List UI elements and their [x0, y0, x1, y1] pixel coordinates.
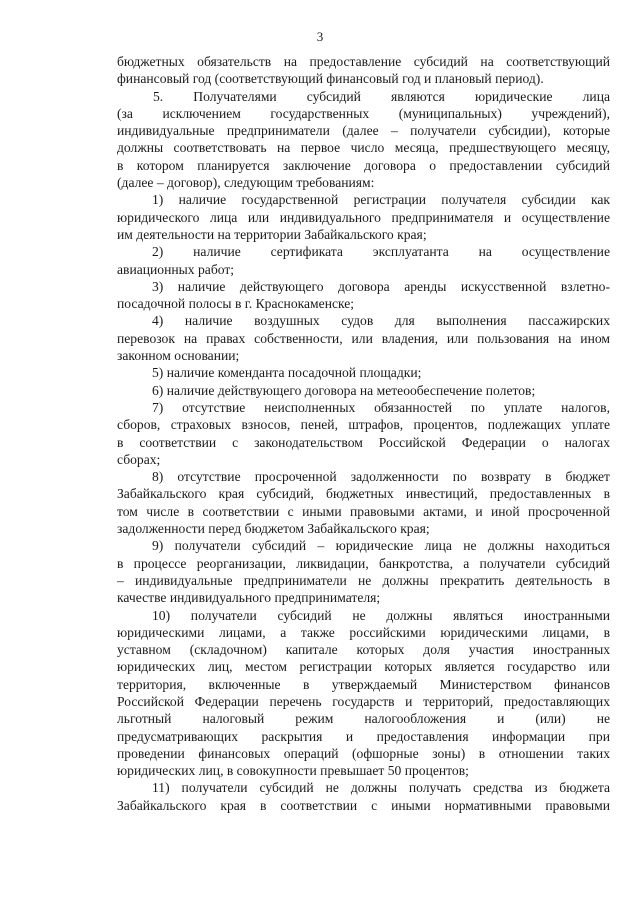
text-line: в котором планируется заключение договора о предоставлении субсидий	[117, 157, 610, 173]
text-line: – индивидуальные предприниматели не должны прекратить деятельность в	[117, 572, 610, 588]
text-line: льготный налоговый режим налогообложения и (или) не	[117, 711, 610, 727]
text-line: 5) наличие коменданта посадочной площадки;	[152, 365, 422, 381]
text-line: Забайкальского края субсидий, бюджетных инвестиций, предоставленных в	[117, 486, 610, 502]
text-line: в процессе реорганизации, ликвидации, банкротства, а получатели субсидий	[117, 555, 610, 571]
page-number: 3	[316, 29, 324, 44]
text-line: качестве индивидуального предпринимателя;	[117, 590, 381, 606]
text-line: уставном (складочном) капитале которых доля участия иностранных	[117, 642, 610, 658]
text-line: авиационных работ;	[117, 261, 235, 277]
text-line: задолженности перед бюджетом Забайкальского края;	[117, 521, 430, 537]
text-line: территория, включенные в утверждаемый Министерством финансов	[117, 676, 610, 692]
text-line: Забайкальского края в соответствии с иными нормативными правовыми	[117, 797, 610, 813]
text-line: Российской Федерации перечень государств и территорий, предоставляющих	[117, 693, 610, 709]
text-line: 11) получатели субсидий не должны получать средства из бюджета	[152, 780, 610, 796]
text-line: (далее – договор), следующим требованиям:	[117, 175, 375, 191]
text-line: (за исключением государственных (муниципальных) учреждений),	[117, 105, 610, 121]
text-line: том числе в соответствии с иными правовыми актами, и иной просроченной	[117, 503, 610, 519]
text-line: 10) получатели субсидий не должны являться иностранными	[152, 607, 610, 623]
text-line: 5. Получателями субсидий являются юридические лица	[153, 88, 610, 104]
text-line: сборах;	[117, 451, 161, 467]
text-line: 8) отсутствие просроченной задолженности по возврату в бюджет	[152, 469, 610, 485]
text-line: сборов, страховых взносов, пеней, штрафов, процентов, подлежащих уплате	[117, 417, 610, 433]
text-line: 9) получатели субсидий – юридические лица не должны находиться	[152, 538, 610, 554]
text-line: 4) наличие воздушных судов для выполнения пассажирских	[152, 313, 610, 329]
text-line: перевозок на правах собственности, или владения, или пользования на ином	[117, 330, 610, 346]
text-line: бюджетных обязательств на предоставление субсидий на соответствующий	[117, 54, 610, 69]
text-line: финансовый год (соответствующий финансовый год и плановый период).	[117, 71, 544, 87]
text-line: юридических лиц, в совокупности превышает 50 процентов;	[117, 763, 469, 779]
text-line: в соответствии с законодательством Российской Федерации о налогах	[117, 434, 610, 450]
text-line: 7) отсутствие неисполненных обязанностей по уплате налогов,	[152, 399, 610, 415]
text-line: должны соответствовать на первое число месяца, предшествующего месяцу,	[117, 140, 610, 156]
text-line: 1) наличие государственной регистрации получателя субсидии как	[152, 192, 610, 208]
document-body	[117, 53, 610, 814]
text-line: юридического лица или индивидуального предпринимателя и осуществление	[117, 209, 610, 225]
text-line: предусматривающих раскрытия и предоставления информации при	[117, 728, 610, 744]
text-line: им деятельности на территории Забайкальского края;	[117, 226, 427, 242]
text-line: юридическими лицами, а также российскими юридическими лицами, в	[117, 624, 610, 640]
text-line: 2) наличие сертификата эксплуатанта на осуществление	[152, 244, 610, 260]
text-line: посадочной полосы в г. Краснокаменске;	[117, 296, 355, 312]
text-line: юридических лиц, местом регистрации которых является государство или	[117, 659, 610, 675]
text-line: 6) наличие действующего договора на метеообеспечение полетов;	[152, 382, 536, 398]
text-line: индивидуальные предприниматели (далее – получатели субсидии), которые	[117, 123, 610, 139]
text-line: законном основании;	[117, 348, 240, 364]
text-line: проведении финансовых операций (офшорные зоны) в отношении таких	[117, 745, 610, 761]
text-line: 3) наличие действующего договора аренды искусственной взлетно-	[152, 278, 610, 294]
